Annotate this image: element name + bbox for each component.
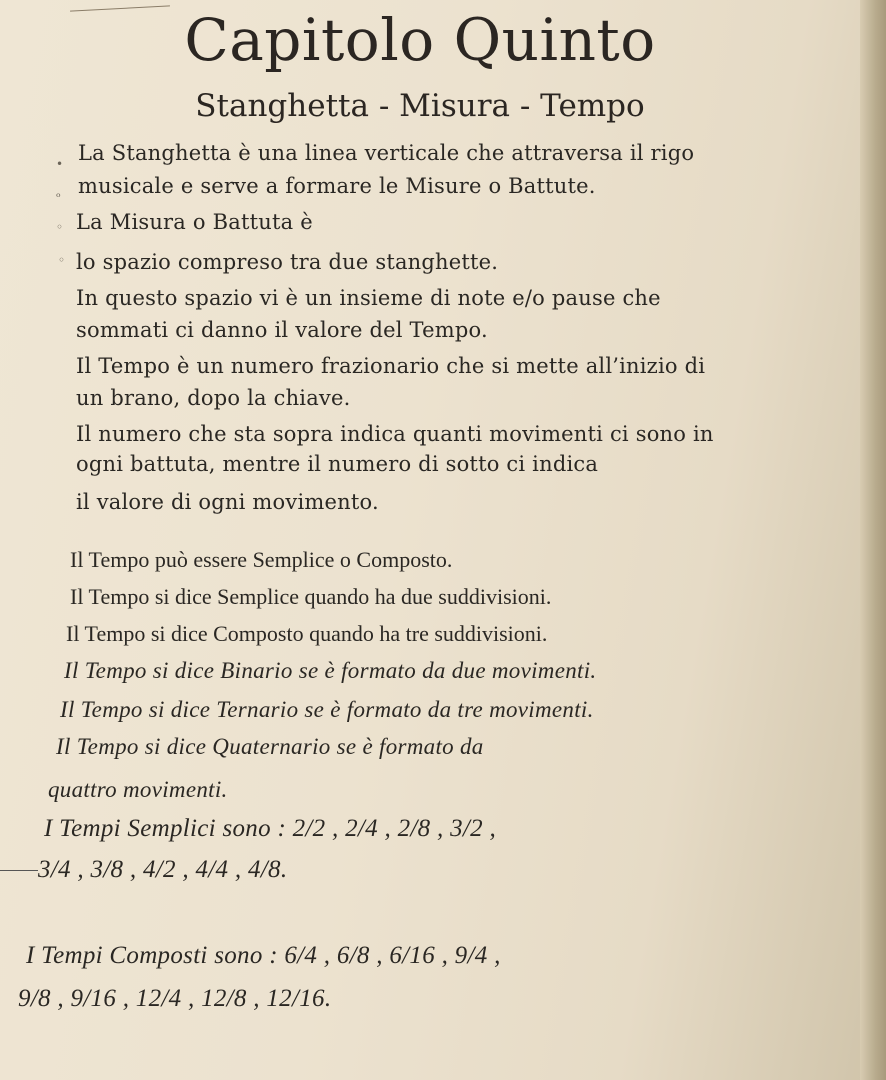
page-title: Capitolo Quinto: [184, 6, 656, 74]
text-line: ogni battuta, mentre il numero di sotto ci indica: [76, 452, 599, 476]
text-line: 3/4 , 3/8 , 4/2 , 4/4 , 4/8.: [38, 856, 288, 883]
text-line: La Misura o Battuta è: [76, 210, 313, 234]
bullet-mark-icon: •: [56, 157, 64, 171]
text-line: Il Tempo è un numero frazionario che si mette all’inizio di: [76, 354, 706, 378]
text-line: I Tempi Semplici sono : 2/2 , 2/4 , 2/8 , 3/2 ,: [44, 815, 497, 842]
text-line: Il numero che sta sopra indica quanti movimenti ci sono in: [76, 422, 714, 446]
text-line: La Stanghetta è una linea verticale che attraversa il rigo: [78, 141, 695, 165]
text-line: quattro movimenti.: [48, 777, 228, 802]
text-line: il valore di ogni movimento.: [76, 490, 379, 514]
bullet-mark-icon: ◦: [56, 220, 64, 234]
text-line: Il Tempo si dice Binario se è formato da due movimenti.: [64, 658, 597, 683]
text-line: Il Tempo può essere Semplice o Composto.: [70, 547, 453, 572]
text-line: un brano, dopo la chiave.: [76, 386, 351, 410]
text-line: Il Tempo si dice Composto quando ha tre suddivisioni.: [66, 621, 548, 646]
text-line: Il Tempo si dice Semplice quando ha due suddivisioni.: [70, 584, 552, 609]
text-line: Il Tempo si dice Ternario se è formato da tre movimenti.: [60, 697, 594, 722]
text-line: Il Tempo si dice Quaternario se è formato da: [56, 734, 484, 759]
page-edge: [860, 0, 886, 1080]
text-line: 9/8 , 9/16 , 12/4 , 12/8 , 12/16.: [18, 985, 332, 1012]
text-line: In questo spazio vi è un insieme di note e/o pause che: [76, 286, 661, 310]
page-subtitle: Stanghetta - Misura - Tempo: [195, 88, 645, 124]
text-line: I Tempi Composti sono : 6/4 , 6/8 , 6/16 , 9/4 ,: [26, 942, 501, 969]
pencil-mark: [0, 870, 38, 871]
bullet-mark-icon: ᵒ: [56, 190, 61, 204]
text-line: sommati ci danno il valore del Tempo.: [76, 318, 488, 342]
bullet-mark-icon: ◦: [58, 253, 66, 267]
text-line: lo spazio compreso tra due stanghette.: [76, 250, 499, 274]
text-line: musicale e serve a formare le Misure o Battute.: [78, 174, 596, 198]
